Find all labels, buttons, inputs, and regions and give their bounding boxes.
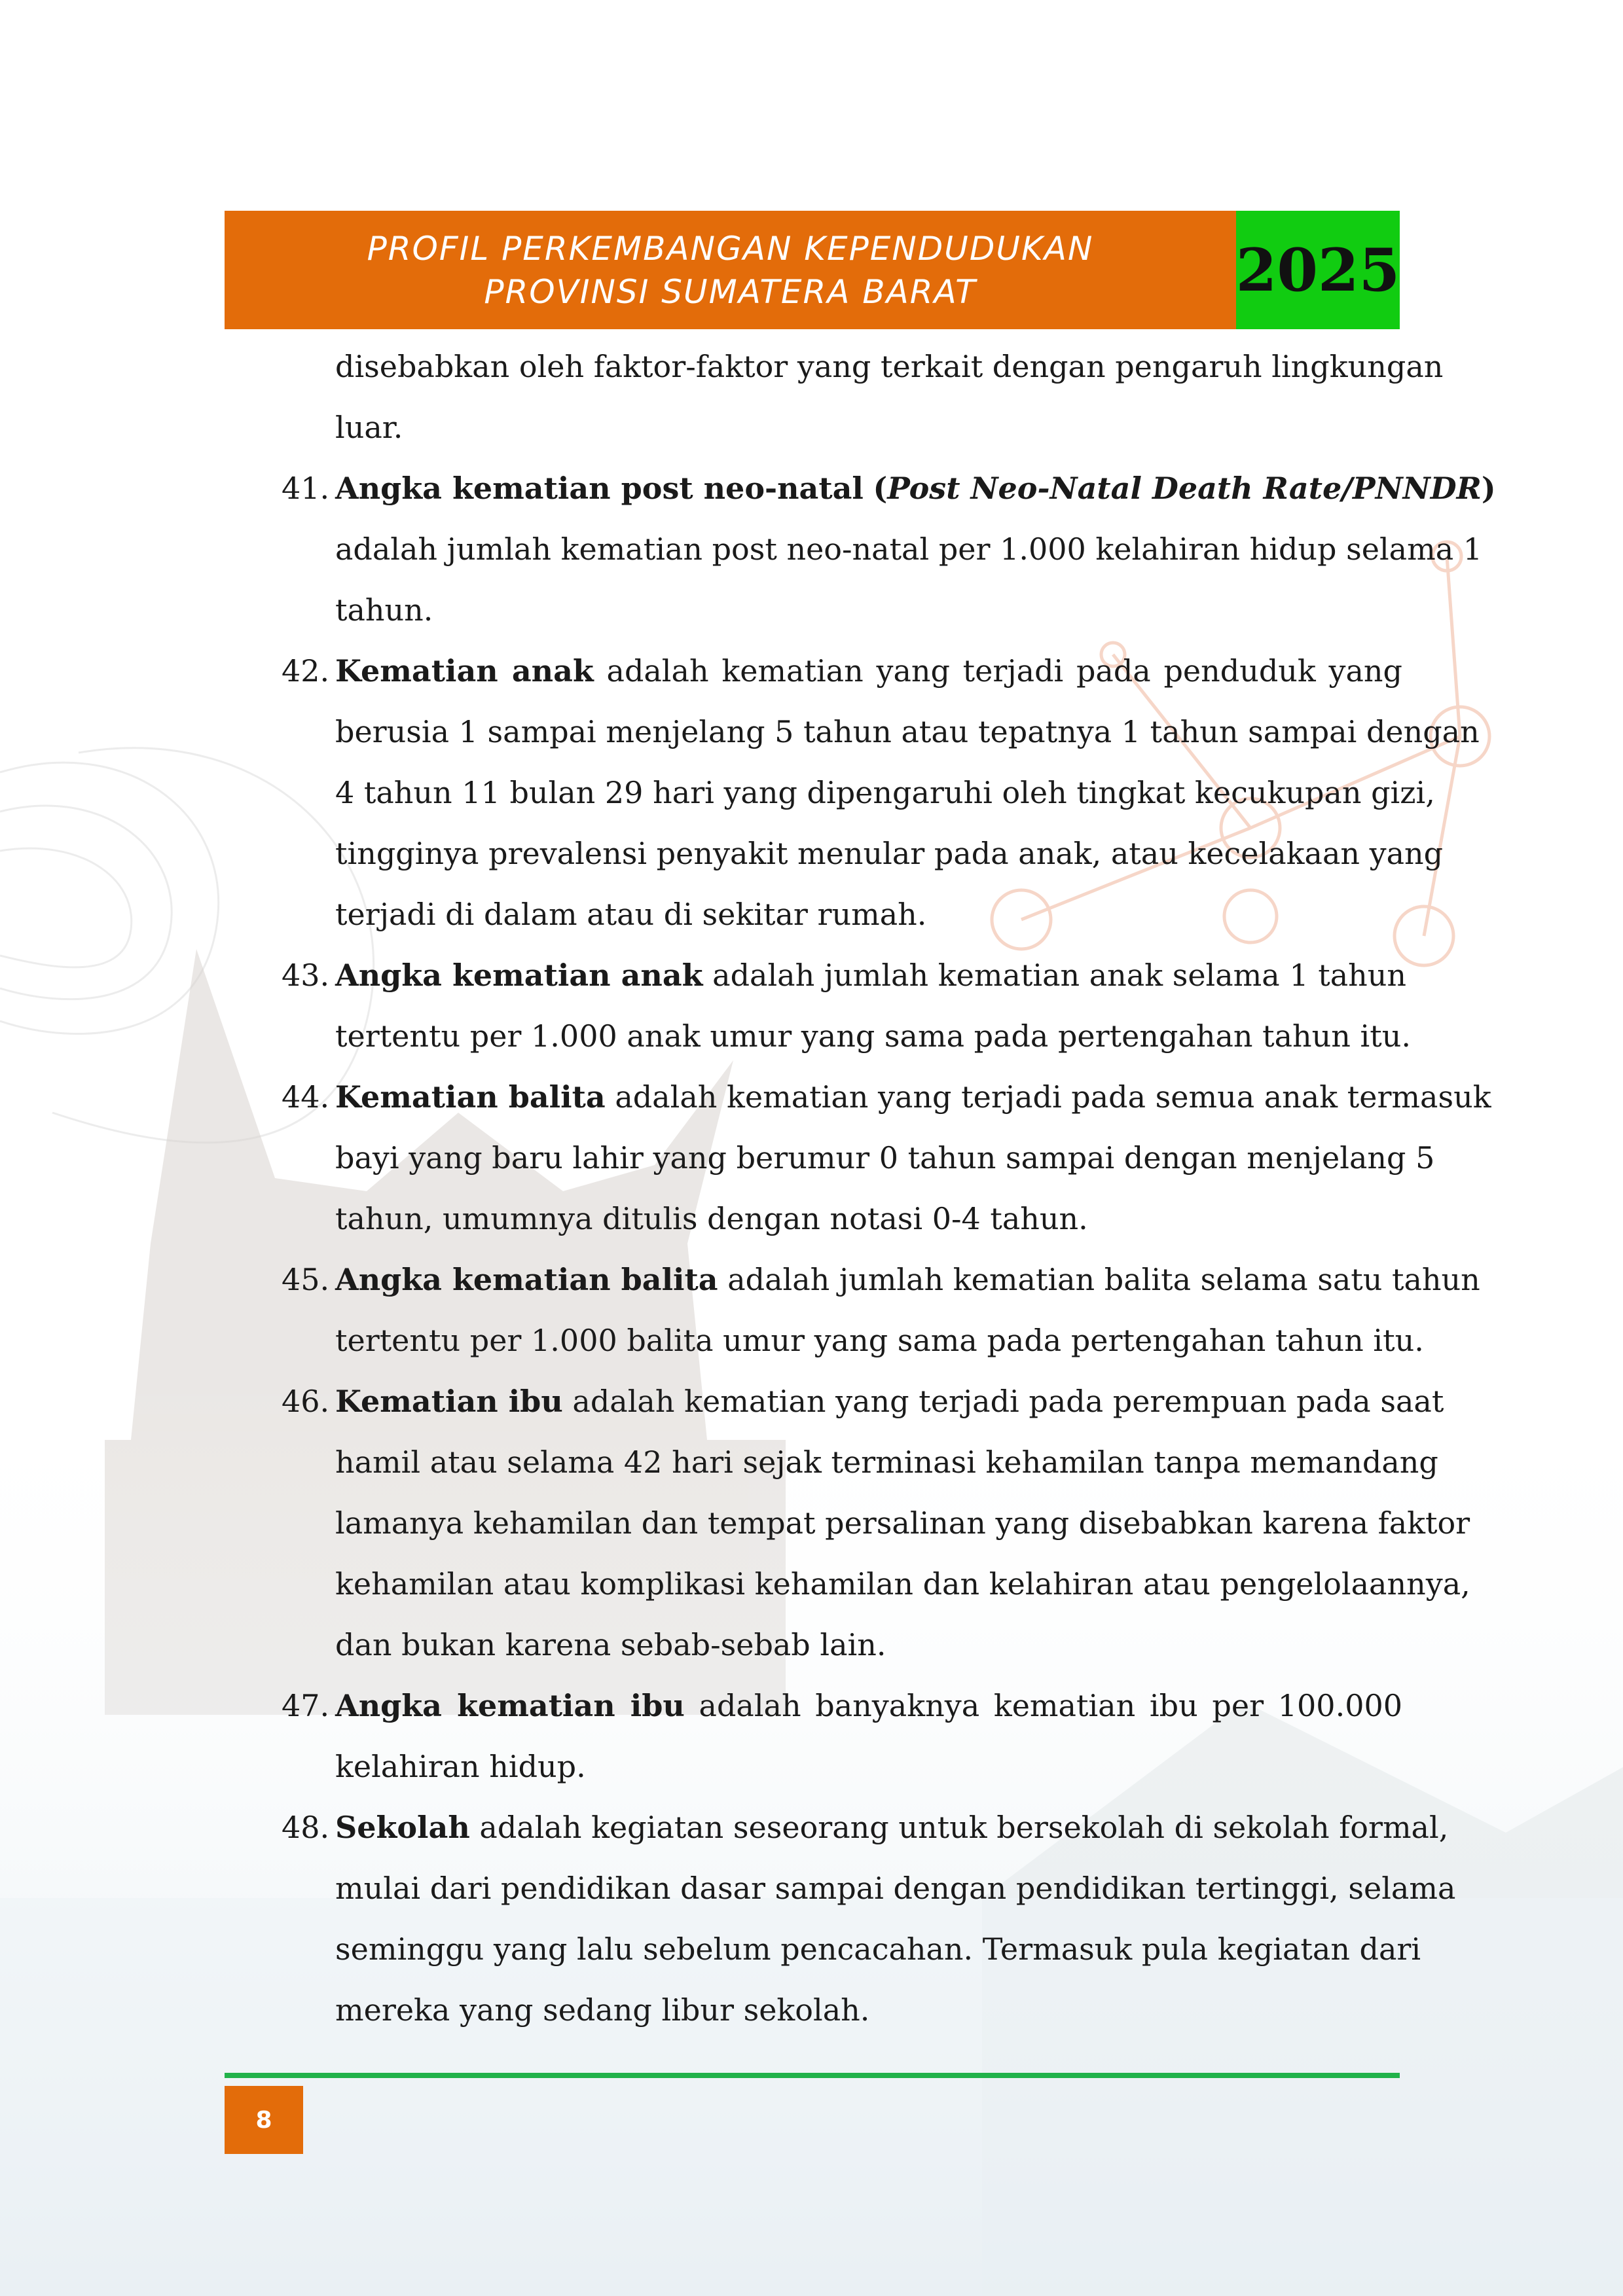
list-item-line: seminggu yang lalu sebelum pencacahan. Termasuk pula kegiatan dari [335, 1931, 1421, 1967]
list-item-first-line: Kematian anak adalah kematian yang terjadi pada penduduk yang [335, 653, 1403, 689]
list-item-line: bayi yang baru lahir yang berumur 0 tahun sampai dengan menjelang 5 [335, 1140, 1435, 1175]
term-bold: Angka kematian ibu [335, 1688, 685, 1723]
list-item-line: tahun, umumnya ditulis dengan notasi 0-4 tahun. [335, 1201, 1088, 1236]
list-item-line: mulai dari pendidikan dasar sampai dengan pendidikan tertinggi, selama [335, 1871, 1456, 1906]
list-number: 44. [282, 1079, 330, 1115]
page-number: 8 [255, 2106, 272, 2134]
list-item-first-line: Kematian balita adalah kematian yang terjadi pada semua anak termasuk [335, 1079, 1491, 1115]
header-title-line1: PROFIL PERKEMBANGAN KEPENDUDUKAN [367, 229, 1094, 268]
list-item-first-line: Sekolah adalah kegiatan seseorang untuk bersekolah di sekolah formal, [335, 1810, 1449, 1845]
list-item-line: terjadi di dalam atau di sekitar rumah. [335, 897, 927, 932]
header-year-band [1236, 211, 1400, 329]
list-number: 46. [282, 1384, 330, 1419]
list-item-line: tertentu per 1.000 balita umur yang sama pada pertengahan tahun itu. [335, 1323, 1424, 1358]
list-item-first-line: Angka kematian balita adalah jumlah kematian balita selama satu tahun [335, 1262, 1480, 1297]
header-title-line2: PROVINSI SUMATERA BARAT [484, 272, 977, 311]
header-title-band [225, 211, 1236, 329]
term-bold: Angka kematian anak [335, 958, 703, 993]
term-bold: Angka kematian post neo-natal [335, 471, 864, 506]
list-item-line: hamil atau selama 42 hari sejak terminasi kehamilan tanpa memandang [335, 1444, 1438, 1480]
list-item-first-line: Angka kematian anak adalah jumlah kematian anak selama 1 tahun [335, 958, 1407, 993]
list-item-line: mereka yang sedang libur sekolah. [335, 1992, 870, 2028]
list-number: 48. [282, 1810, 330, 1845]
list-item-first-line: Kematian ibu adalah kematian yang terjadi pada perempuan pada saat [335, 1384, 1444, 1419]
continuation-line: luar. [335, 410, 403, 445]
list-number: 45. [282, 1262, 330, 1297]
list-item-line: kelahiran hidup. [335, 1749, 586, 1784]
term-english: Post Neo-Natal Death Rate/PNNDR [887, 471, 1482, 506]
list-number: 47. [282, 1688, 330, 1723]
network-graphic [992, 542, 1489, 965]
list-number: 43. [282, 958, 330, 993]
footer-divider [225, 2073, 1400, 2078]
list-item-line: kehamilan atau komplikasi kehamilan dan kelahiran atau pengelolaannya, [335, 1566, 1470, 1602]
term-bold: Kematian ibu [335, 1384, 563, 1419]
list-item-line: 4 tahun 11 bulan 29 hari yang dipengaruhi oleh tingkat kecukupan gizi, [335, 775, 1435, 810]
header-year: 2025 [1235, 235, 1400, 305]
list-item-line: adalah jumlah kematian post neo-natal per 1.000 kelahiran hidup selama 1 [335, 531, 1483, 567]
list-item-first-line: Angka kematian post neo-natal (Post Neo-Natal Death Rate/PNNDR) [335, 471, 1496, 506]
list-item-line: tingginya prevalensi penyakit menular pada anak, atau kecelakaan yang [335, 836, 1444, 871]
list-item-first-line: Angka kematian ibu adalah banyaknya kematian ibu per 100.000 [335, 1688, 1402, 1723]
term-bold: Kematian balita [335, 1079, 606, 1115]
list-number: 41. [282, 471, 330, 506]
list-number: 42. [282, 653, 330, 689]
list-item-line: lamanya kehamilan dan tempat persalinan yang disebabkan karena faktor [335, 1505, 1470, 1541]
term-bold: Kematian anak [335, 653, 594, 689]
term-bold: Sekolah [335, 1810, 470, 1845]
list-item-line: tahun. [335, 592, 433, 628]
list-item-line: tertentu per 1.000 anak umur yang sama pada pertengahan tahun itu. [335, 1018, 1411, 1054]
continuation-line: disebabkan oleh faktor-faktor yang terkait dengan pengaruh lingkungan [335, 349, 1444, 384]
term-bold: Angka kematian balita [335, 1262, 718, 1297]
page-number-box [225, 2086, 303, 2154]
list-item-line: dan bukan karena sebab-sebab lain. [335, 1627, 886, 1662]
list-item-line: berusia 1 sampai menjelang 5 tahun atau tepatnya 1 tahun sampai dengan [335, 714, 1480, 749]
